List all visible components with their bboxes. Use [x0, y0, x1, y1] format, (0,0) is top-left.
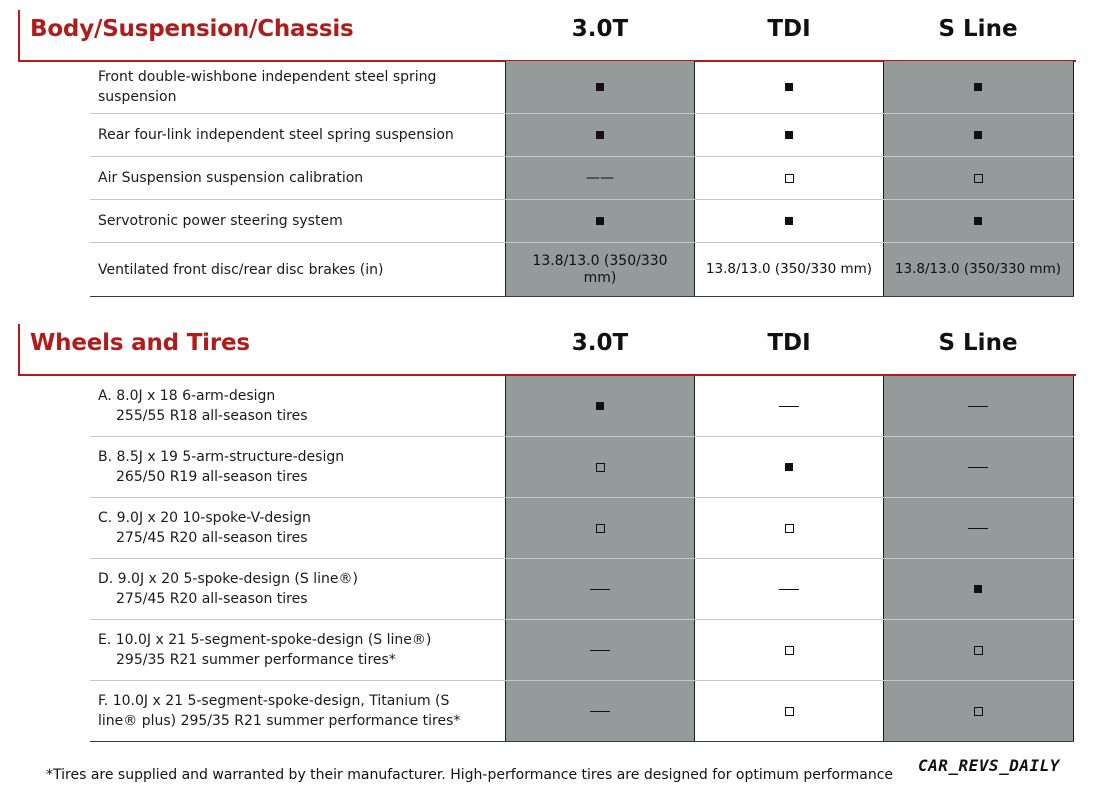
cell-3-0t: 13.8/13.0 (350/330 mm): [532, 252, 668, 286]
cell-s-line: [884, 376, 1072, 436]
column-header-s-line: S Line: [938, 16, 1018, 42]
cell-3-0t: [506, 559, 694, 619]
row-label: Ventilated front disc/rear disc brakes (in): [98, 261, 384, 278]
optional-marker-icon: [596, 463, 605, 472]
column-header-tdi: TDI: [767, 16, 811, 42]
not-available-dash-icon: [590, 650, 610, 651]
cell-s-line: [884, 498, 1072, 558]
cell-3-0t: [506, 498, 694, 558]
column-header-tdi: TDI: [767, 330, 811, 356]
table-row: [90, 376, 1074, 437]
cell-tdi: [695, 437, 883, 497]
table-row: [90, 620, 1074, 681]
row-label: B. 8.5J x 19 5-arm-structure-design 265/50 R19 all-season tires: [98, 449, 345, 485]
optional-marker-icon: [785, 646, 794, 655]
table-row: [90, 681, 1074, 742]
row-label: Rear four-link independent steel spring suspension: [98, 127, 454, 143]
cell-3-0t: [506, 681, 694, 741]
not-available-dash-icon: [968, 528, 988, 529]
row-label: F. 10.0J x 21 5-segment-spoke-design, Titanium (S line® plus) 295/35 R21 summer performance tires*: [98, 693, 461, 729]
optional-marker-icon: [974, 646, 983, 655]
not-available-dash-icon: [590, 711, 610, 712]
cell-tdi: [695, 620, 883, 680]
not-available-dash-icon: [968, 406, 988, 407]
table-row: [90, 498, 1074, 559]
not-available-dash-icon: [590, 589, 610, 590]
column-header-3-0t: 3.0T: [571, 16, 629, 42]
row-label: A. 8.0J x 18 6-arm-design 255/55 R18 all-season tires: [98, 388, 308, 424]
cell-tdi: 13.8/13.0 (350/330 mm): [705, 261, 873, 277]
not-available-dash-icon: [968, 467, 988, 468]
not-available-dash-icon: [779, 589, 799, 590]
cell-s-line: [884, 559, 1072, 619]
row-label: Servotronic power steering system: [98, 213, 343, 229]
cell-3-0t: [506, 620, 694, 680]
table-row: [90, 437, 1074, 498]
cell-s-line: [884, 437, 1072, 497]
cell-tdi: [695, 376, 883, 436]
cell-s-line: [884, 620, 1072, 680]
table-row: [90, 559, 1074, 620]
standard-marker-icon: [974, 585, 982, 593]
not-available-dash-icon: [779, 406, 799, 407]
section-title: Wheels and Tires: [30, 330, 250, 356]
cell-tdi: [695, 681, 883, 741]
row-label: C. 9.0J x 20 10-spoke-V-design 275/45 R20 all-season tires: [98, 510, 311, 546]
cell-tdi: [695, 559, 883, 619]
row-label: E. 10.0J x 21 5-segment-spoke-design (S line®) 295/35 R21 summer performance tires*: [98, 632, 432, 668]
section-title: Body/Suspension/Chassis: [30, 16, 354, 42]
standard-marker-icon: [785, 463, 793, 471]
row-label: Front double-wishbone independent steel spring suspension: [98, 69, 437, 105]
column-header-3-0t: 3.0T: [571, 330, 629, 356]
optional-marker-icon: [785, 524, 794, 533]
cell-3-0t: [506, 376, 694, 436]
watermark: CAR_REVS_DAILY: [918, 756, 1060, 775]
cell-s-line: [884, 681, 1072, 741]
row-label: D. 9.0J x 20 5-spoke-design (S line®) 275/45 R20 all-season tires: [98, 571, 358, 607]
not-available-text: ——: [586, 169, 614, 186]
optional-marker-icon: [785, 707, 794, 716]
row-label: Air Suspension suspension calibration: [98, 170, 364, 186]
cell-s-line: 13.8/13.0 (350/330 mm): [894, 261, 1062, 277]
optional-marker-icon: [596, 524, 605, 533]
cell-3-0t: [506, 437, 694, 497]
optional-marker-icon: [974, 707, 983, 716]
footnote: *Tires are supplied and warranted by their manufacturer. High-performance tires are designed for optimum performance: [46, 767, 894, 783]
column-header-s-line: S Line: [938, 330, 1018, 356]
standard-marker-icon: [596, 402, 604, 410]
cell-tdi: [695, 498, 883, 558]
